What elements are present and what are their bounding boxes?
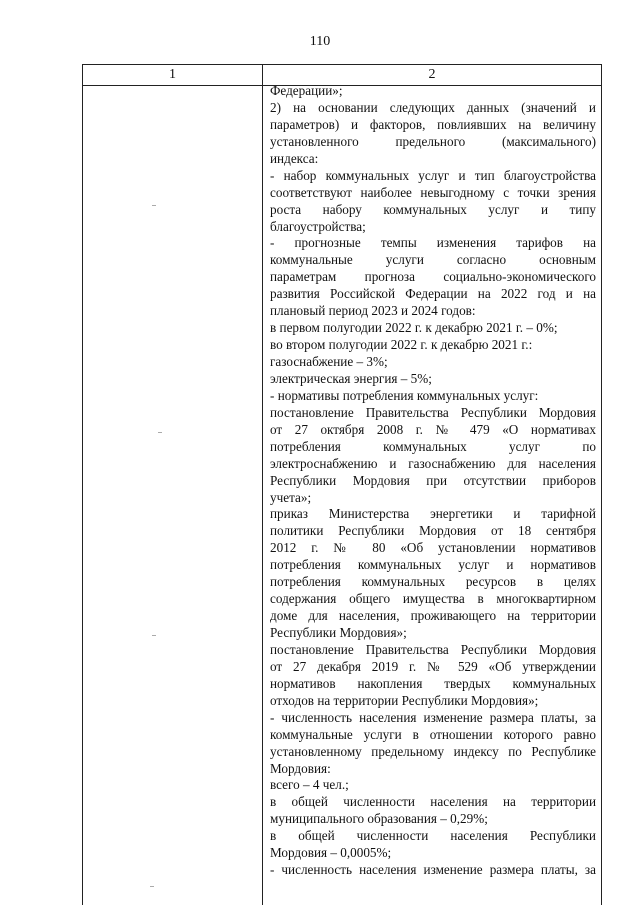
text-line: роста набору коммунальных услуг и типу: [270, 201, 596, 217]
document-table: [82, 64, 602, 905]
column-2-header: 2: [428, 67, 436, 82]
text-line: установленному предельному индексу по Республике: [270, 743, 596, 759]
text-line: установленного предельного (максимального): [270, 133, 596, 149]
page-number: 110: [309, 34, 331, 49]
text-line: параметров) и факторов, повлиявших на величину: [270, 116, 596, 132]
text-line: потребления коммунальных услуг по: [270, 438, 596, 454]
text-line: в общей численности населения Республики: [270, 828, 596, 844]
text-line: благоустройства;: [270, 218, 366, 234]
text-line: потребления коммунальных ресурсов в целях: [270, 574, 596, 590]
text-line: потребления коммунальных услуг и нормативов: [270, 557, 596, 573]
scan-speck: [152, 635, 156, 636]
text-line: отходов на территории Республики Мордовия»;: [270, 692, 539, 708]
text-line: постановление Правительства Республики Мордовия: [270, 641, 596, 657]
text-line: во втором полугодии 2022 г. к декабрю 2021 г.:: [270, 337, 533, 353]
scan-speck: [158, 432, 162, 433]
text-line: - численность населения изменение размера платы, за: [270, 709, 596, 725]
column-2-text: [270, 83, 596, 879]
text-line: 2012 г. № 80 «Об установлении нормативов: [270, 540, 596, 556]
text-line: газоснабжение – 3%;: [270, 354, 388, 369]
text-line: приказ Министерства энергетики и тарифной: [270, 506, 596, 522]
text-line: содержания общего имущества в многоквартирном: [270, 591, 596, 607]
text-line: - прогнозные темпы изменения тарифов на: [270, 235, 596, 251]
text-line: электроснабжению и газоснабжению для населения: [270, 455, 596, 471]
column-1-header: 1: [169, 67, 176, 82]
text-line: постановление Правительства Республики Мордовия: [270, 404, 596, 420]
text-line: - набор коммунальных услуг и тип благоустройства: [270, 167, 596, 183]
text-line: коммунальные услуги согласно основным: [270, 252, 596, 268]
text-line: параметрам прогноза социально-экономического: [270, 269, 596, 285]
scan-speck: [150, 886, 154, 887]
text-line: от 27 декабря 2019 г. № 529 «Об утверждении: [270, 658, 596, 674]
scan-speck: [152, 205, 156, 206]
text-line: коммунальные услуги в отношении которого равно: [270, 726, 596, 742]
text-line: от 27 октября 2008 г. № 479 «О нормативах: [270, 421, 596, 437]
text-line: Мордовия:: [270, 760, 331, 776]
text-line: муниципального образования – 0,29%;: [270, 811, 488, 827]
text-line: Республики Мордовия при отсутствии приборов: [270, 472, 596, 488]
text-line: электрическая энергия – 5%;: [270, 370, 432, 386]
text-line: развития Российской Федерации на 2022 год и на: [270, 286, 596, 302]
text-line: доме для населения, проживающего на территории: [270, 608, 596, 624]
text-line: - нормативы потребления коммунальных услуг:: [270, 387, 539, 403]
text-line: Федерации»;: [270, 83, 343, 98]
text-line: в общей численности населения на территории: [270, 794, 596, 810]
column-divider: [262, 65, 263, 905]
text-line: соответствуют наиболее невыгодному с точки зрения: [270, 184, 596, 200]
text-line: всего – 4 чел.;: [270, 777, 349, 793]
text-line: - численность населения изменение размера платы, за: [270, 862, 596, 878]
text-line: плановый период 2023 и 2024 годов:: [270, 303, 476, 319]
text-line: 2) на основании следующих данных (значений и: [270, 99, 596, 115]
text-line: Республики Мордовия»;: [270, 625, 407, 640]
text-line: Мордовия – 0,0005%;: [270, 845, 392, 861]
text-line: учета»;: [270, 489, 312, 505]
text-line: индекса:: [270, 150, 319, 166]
text-line: в первом полугодии 2022 г. к декабрю 2021 г. – 0%;: [270, 320, 558, 336]
text-line: нормативов накопления твердых коммунальных: [270, 675, 596, 691]
text-line: политики Республики Мордовия от 18 сентября: [270, 523, 596, 539]
